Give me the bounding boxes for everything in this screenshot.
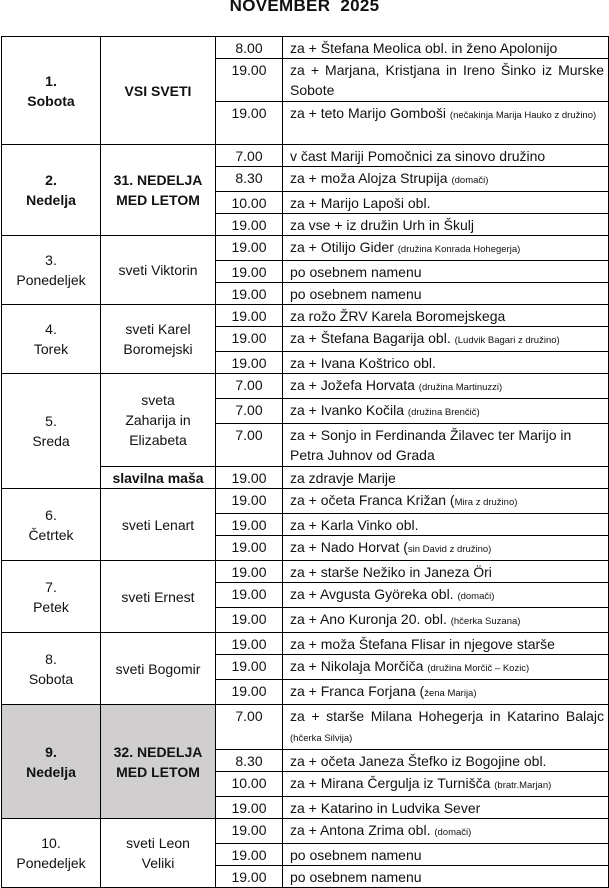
mass-intention — [283, 514, 609, 536]
mass-intention — [283, 561, 609, 583]
mass-intention — [283, 214, 609, 236]
mass-time: 19.00 — [216, 283, 283, 305]
day-cell — [2, 705, 101, 819]
mass-intention — [283, 102, 609, 145]
intention-text: za + Štefana Bagarija obl. — [290, 330, 455, 346]
mass-intention — [283, 866, 609, 888]
mass-time: 7.00 — [216, 145, 283, 167]
mass-time: 10.00 — [216, 772, 283, 797]
day-cell — [2, 819, 101, 888]
intention-note: (domači) — [434, 827, 472, 838]
mass-time: 19.00 — [216, 608, 283, 633]
mass-intention — [283, 59, 609, 102]
intention-note: (hčerka Suzana) — [450, 616, 521, 627]
mass-intention — [283, 680, 609, 705]
mass-intention — [283, 167, 609, 192]
feast-cell: sveta Zaharija in Elizabeta — [101, 374, 216, 467]
mass-row — [2, 374, 609, 399]
day-name: Četrtek — [28, 526, 74, 543]
intention-text: za + Nikolaja Morčiča — [290, 658, 428, 674]
intention-text: za + Marjana, Kristjana in Ireno Šinko iz Murske Sobote — [290, 62, 604, 98]
mass-time: 8.30 — [216, 167, 283, 192]
intention-text: za vse + iz družin Urh in Škulj — [290, 217, 475, 233]
mass-row — [2, 489, 609, 514]
mass-intention — [283, 489, 609, 514]
mass-time: 7.00 — [216, 424, 283, 467]
feast-cell: sveti Lenart — [101, 489, 216, 561]
intention-text: za + moža Alojza Strupija — [290, 170, 452, 186]
mass-time: 10.00 — [216, 192, 283, 214]
mass-intention — [283, 633, 609, 655]
intention-text: za + Antona Zrima obl. — [290, 822, 435, 838]
intention-text: v čast Mariji Pomočnici za sinovo družino — [290, 148, 546, 164]
day-name: Sobota — [27, 92, 75, 109]
mass-row — [2, 819, 609, 844]
feast-cell: sveti Karel Boromejski — [101, 305, 216, 374]
feast-cell: VSI SVETI — [101, 37, 216, 145]
intention-note: (družina Martinuzzi) — [418, 382, 503, 393]
mass-intention — [283, 819, 609, 844]
mass-intention — [283, 283, 609, 305]
intention-text: po osebnem namenu — [290, 286, 422, 302]
intention-note: (družina Morčič – Kozic) — [427, 663, 530, 674]
day-cell — [2, 37, 101, 145]
mass-time: 19.00 — [216, 561, 283, 583]
mass-time: 19.00 — [216, 844, 283, 866]
intention-text: za + Marijo Lapoši obl. — [290, 195, 431, 211]
intention-text: za + Franca Forjana ( — [290, 683, 425, 699]
mass-time: 19.00 — [216, 633, 283, 655]
mass-intention — [283, 655, 609, 680]
mass-time: 19.00 — [216, 214, 283, 236]
mass-intention — [283, 37, 609, 59]
mass-intention — [283, 424, 609, 467]
mass-time: 19.00 — [216, 261, 283, 283]
feast-cell: sveti Ernest — [101, 561, 216, 633]
intention-note: sin David z družino) — [407, 544, 492, 555]
mass-time: 7.00 — [216, 374, 283, 399]
feast-cell: slavilna maša — [101, 467, 216, 489]
day-number: 7. — [45, 578, 57, 595]
intention-text: za + Sonjo in Ferdinanda Žilavec ter Marijo in Petra Juhnov od Grada — [290, 427, 572, 463]
day-cell — [2, 489, 101, 561]
mass-intention — [283, 797, 609, 819]
intention-note: (Ludvik Bagari z družino) — [454, 335, 560, 346]
intention-text: za + Ivana Koštrico obl. — [290, 355, 436, 371]
mass-intention: za zdravje Marije — [283, 467, 609, 489]
mass-time: 8.00 — [216, 37, 283, 59]
intention-text: za + Avgusta Györeka obl. — [290, 586, 458, 602]
mass-intention — [283, 305, 609, 327]
intention-text: za + Katarino in Ludvika Sever — [290, 800, 481, 816]
day-name: Sobota — [28, 670, 74, 687]
mass-schedule-table — [1, 36, 609, 888]
day-name: Sreda — [32, 433, 70, 449]
intention-text: po osebnem namenu — [290, 847, 422, 863]
feast-cell: sveti Viktorin — [101, 236, 216, 305]
intention-text: za + Štefana Meolica obl. in ženo Apolonijo — [290, 40, 558, 56]
day-cell — [2, 236, 101, 305]
mass-time: 19.00 — [216, 489, 283, 514]
mass-time: 19.00 — [216, 59, 283, 102]
intention-text: za + starše Nežiko in Janeza Öri — [290, 564, 492, 580]
mass-time: 8.30 — [216, 750, 283, 772]
day-cell — [2, 561, 101, 633]
intention-text: za + Jožefa Horvata — [290, 377, 419, 393]
day-name: Ponedeljek — [16, 855, 86, 871]
intention-text: za + Karla Vinko obl. — [290, 517, 419, 533]
mass-intention — [283, 583, 609, 608]
intention-text: za + teto Marijo Gomboši — [290, 105, 450, 121]
mass-intention — [283, 145, 609, 167]
day-cell — [2, 145, 101, 236]
day-name: Torek — [33, 341, 69, 357]
page-title: NOVEMBER 2025 — [229, 0, 380, 15]
mass-row — [2, 633, 609, 655]
mass-time: 19.00 — [216, 514, 283, 536]
mass-intention — [283, 844, 609, 866]
day-cell — [2, 633, 101, 705]
day-number: 5. — [45, 413, 57, 429]
intention-note: Mira z družino) — [454, 497, 518, 508]
day-name: Petek — [33, 598, 69, 615]
mass-intention — [283, 352, 609, 374]
mass-time: 19.00 — [216, 102, 283, 145]
intention-text: za + Ivanko Kočila — [290, 402, 408, 418]
mass-time: 7.00 — [216, 705, 283, 750]
mass-row — [2, 37, 609, 59]
day-name: Nedelja — [26, 763, 76, 780]
mass-row — [2, 236, 609, 261]
mass-time: 19.00 — [216, 797, 283, 819]
feast-cell: sveti Leon Veliki — [101, 819, 216, 888]
mass-intention — [283, 772, 609, 797]
day-number: 2. — [45, 172, 57, 188]
mass-row — [2, 145, 609, 167]
feast-cell: 31. NEDELJA MED LETOM — [101, 145, 216, 236]
day-number: 8. — [45, 650, 57, 667]
mass-time: 19.00 — [216, 305, 283, 327]
mass-intention — [283, 608, 609, 633]
mass-intention — [283, 327, 609, 352]
day-number: 10. — [41, 835, 61, 851]
intention-text: za + Nado Horvat ( — [290, 539, 408, 555]
mass-time: 19.00 — [216, 236, 283, 261]
mass-time: 19.00 — [216, 655, 283, 680]
mass-time: 19.00 — [216, 583, 283, 608]
mass-time: 19.00 — [216, 536, 283, 561]
day-name: Ponedeljek — [16, 272, 86, 288]
day-cell — [2, 305, 101, 374]
mass-row — [2, 705, 609, 750]
intention-text: za + Mirana Čergulja iz Turnišča — [290, 775, 495, 791]
intention-note: (domači) — [457, 591, 495, 602]
day-number: 9. — [45, 743, 57, 760]
mass-intention — [283, 192, 609, 214]
mass-time: 19.00 — [216, 352, 283, 374]
intention-text: za + starše Milana Hohegerja in Katarino Balajc — [290, 708, 604, 724]
mass-time: 19.00 — [216, 467, 283, 489]
intention-note: (domači) — [451, 175, 489, 186]
day-number: 3. — [45, 252, 57, 268]
mass-intention — [283, 750, 609, 772]
intention-note: (bratr.Marjan) — [494, 780, 552, 791]
mass-time: 7.00 — [216, 399, 283, 424]
day-number: 6. — [45, 506, 57, 523]
mass-time: 19.00 — [216, 866, 283, 888]
mass-intention — [283, 399, 609, 424]
mass-time: 19.00 — [216, 680, 283, 705]
intention-text: po osebnem namenu — [290, 264, 422, 280]
day-cell — [2, 374, 101, 489]
intention-note: (družina Brenčič) — [407, 407, 480, 418]
intention-note: žena Marija) — [424, 688, 477, 699]
feast-cell: 32. NEDELJA MED LETOM — [101, 705, 216, 819]
day-number: 4. — [45, 321, 57, 337]
intention-text: po osebnem namenu — [290, 869, 422, 885]
intention-text: za + Ano Kuronja 20. obl. — [290, 611, 451, 627]
intention-text: za + moža Štefana Flisar in njegove starše — [290, 636, 555, 652]
intention-text: za rožo ŽRV Karela Boromejskega — [290, 308, 506, 324]
intention-note: (hčerka Silvija) — [290, 733, 353, 744]
mass-intention — [283, 261, 609, 283]
mass-intention — [283, 374, 609, 399]
day-number: 1. — [45, 72, 57, 89]
feast-cell: sveti Bogomir — [101, 633, 216, 705]
intention-text: za + očeta Franca Križan ( — [290, 492, 455, 508]
day-name: Nedelja — [26, 192, 76, 208]
mass-time: 19.00 — [216, 819, 283, 844]
intention-note: (družina Konrada Hohegerja) — [397, 244, 521, 255]
mass-intention — [283, 536, 609, 561]
mass-intention — [283, 705, 609, 750]
intention-text: za + Otilijo Gider — [290, 239, 398, 255]
mass-intention — [283, 236, 609, 261]
mass-time: 19.00 — [216, 327, 283, 352]
mass-row — [2, 305, 609, 327]
intention-text: za + očeta Janeza Štefko iz Bogojine obl. — [290, 753, 547, 769]
mass-row — [2, 561, 609, 583]
intention-note: (nečakinja Marija Hauko z družino) — [449, 110, 597, 121]
